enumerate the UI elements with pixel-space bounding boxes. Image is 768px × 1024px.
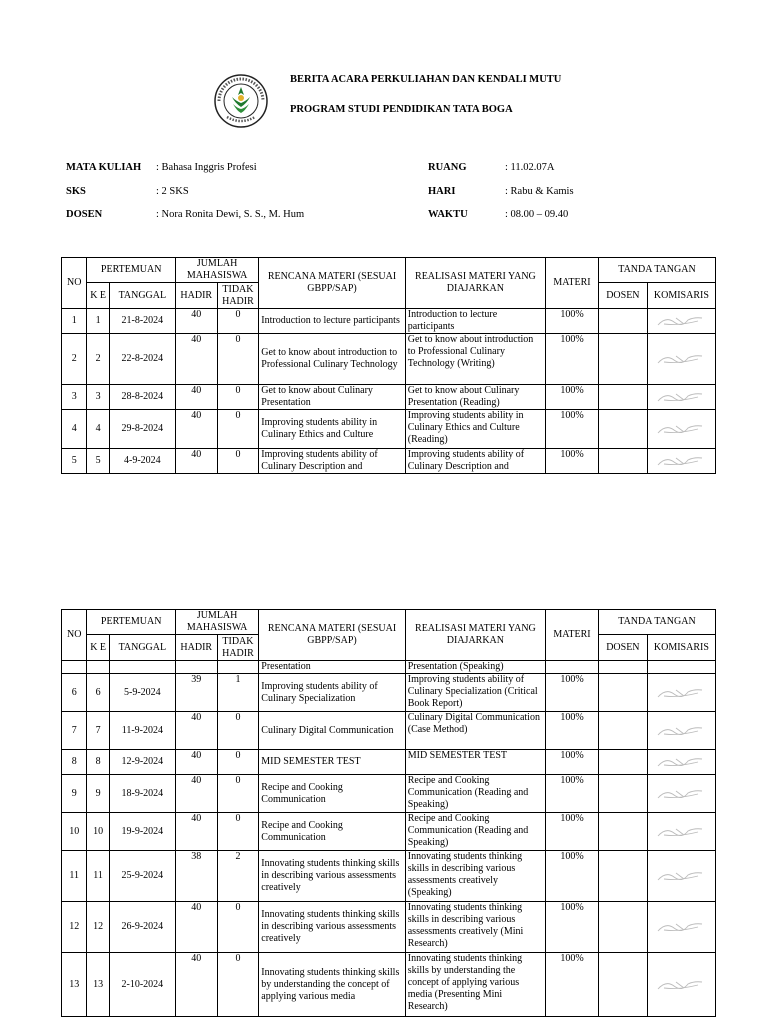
cell-ke: 9 <box>87 775 109 813</box>
signature-icon <box>654 722 708 740</box>
cell-no: 1 <box>62 309 87 334</box>
mata-kuliah-value: : Bahasa Inggris Profesi <box>156 162 257 173</box>
cell-tidak-hadir: 0 <box>217 750 259 775</box>
table-row <box>62 813 716 851</box>
cell-rencana: Improving students ability in Culinary Ethics and Culture <box>259 410 405 449</box>
cell-dosen-signature <box>598 775 647 813</box>
header-tanggal: TANGGAL <box>109 283 175 309</box>
cell-hadir: 40 <box>175 410 217 449</box>
cell-tidak-hadir: 0 <box>217 902 259 953</box>
cell-tanggal: 21-8-2024 <box>109 309 175 334</box>
signature-icon <box>654 823 708 841</box>
table-row <box>62 750 716 775</box>
cell-tanggal: 5-9-2024 <box>109 674 175 712</box>
cell-dosen-signature <box>598 813 647 851</box>
signature-icon <box>654 867 708 885</box>
cell-dosen-signature <box>598 674 647 712</box>
cell-realisasi: Improving students ability in Culinary Ethics and Culture (Reading) <box>405 410 545 449</box>
cell-realisasi: Presentation (Speaking) <box>405 661 545 674</box>
cell-hadir: 40 <box>175 385 217 410</box>
cell-no: 7 <box>62 712 87 750</box>
cell-rencana: Get to know about introduction to Professional Culinary Technology <box>259 334 405 385</box>
cell-no: 4 <box>62 410 87 449</box>
header-komisaris: KOMISARIS <box>647 283 715 309</box>
cell-rencana: Get to know about Culinary Presentation <box>259 385 405 410</box>
sks-label: SKS <box>66 186 86 197</box>
cell-realisasi: Introduction to lecture participants <box>405 309 545 334</box>
table-row <box>62 674 716 712</box>
cell-hadir: 40 <box>175 953 217 1017</box>
cell-no: 2 <box>62 334 87 385</box>
cell-ke: 7 <box>87 712 109 750</box>
header-materi: MATERI <box>546 258 599 309</box>
cell-materi: 100% <box>546 449 599 474</box>
table-row <box>62 410 716 449</box>
table-row <box>62 902 716 953</box>
header-pertemuan: PERTEMUAN <box>87 610 175 635</box>
header-tidak-hadir: TIDAK HADIR <box>217 635 259 661</box>
cell-tidak-hadir: 0 <box>217 410 259 449</box>
header-jumlah-mahasiswa: JUMLAH MAHASISWA <box>175 258 258 283</box>
cell-tidak-hadir: 0 <box>217 309 259 334</box>
table-row <box>62 953 716 1017</box>
signature-icon <box>654 312 708 330</box>
table-row <box>62 712 716 750</box>
cell-komisaris-signature <box>647 334 715 385</box>
signature-icon <box>654 976 708 994</box>
header-dosen: DOSEN <box>598 635 647 661</box>
header-tidak-hadir: TIDAK HADIR <box>217 283 259 309</box>
cell-dosen-signature <box>598 410 647 449</box>
cell-rencana: Innovating students thinking skills by understanding the concept of applying various media <box>259 953 405 1017</box>
dosen-label: DOSEN <box>66 209 103 220</box>
signature-icon <box>654 420 708 438</box>
table-row <box>62 449 716 474</box>
cell-komisaris-signature <box>647 385 715 410</box>
cell-tidak-hadir: 0 <box>217 334 259 385</box>
cell-rencana: Innovating students thinking skills in describing various assessments creatively <box>259 902 405 953</box>
signature-icon <box>654 350 708 368</box>
cell-komisaris-signature <box>647 661 715 674</box>
cell-dosen-signature <box>598 385 647 410</box>
cell-dosen-signature <box>598 750 647 775</box>
document-title: BERITA ACARA PERKULIAHAN DAN KENDALI MUTU <box>290 74 562 85</box>
cell-dosen-signature <box>598 851 647 902</box>
cell-komisaris-signature <box>647 775 715 813</box>
cell-realisasi: Recipe and Cooking Communication (Reading and Speaking) <box>405 775 545 813</box>
table-row <box>62 851 716 902</box>
header-realisasi-materi: REALISASI MATERI YANG DIAJARKAN <box>405 610 545 661</box>
cell-materi: 100% <box>546 309 599 334</box>
cell-no: 11 <box>62 851 87 902</box>
header-dosen: DOSEN <box>598 283 647 309</box>
cell-rencana: Recipe and Cooking Communication <box>259 775 405 813</box>
ruang-label: RUANG <box>428 162 467 173</box>
cell-realisasi: Improving students ability of Culinary Description and <box>405 449 545 474</box>
cell-no: 13 <box>62 953 87 1017</box>
cell-hadir: 40 <box>175 309 217 334</box>
header-rencana-materi: RENCANA MATERI (SESUAI GBPP/SAP) <box>259 610 405 661</box>
cell-no: 3 <box>62 385 87 410</box>
cell-hadir: 40 <box>175 449 217 474</box>
cell-komisaris-signature <box>647 674 715 712</box>
cell-materi: 100% <box>546 775 599 813</box>
header-no: NO <box>62 610 87 661</box>
cell-materi: 100% <box>546 410 599 449</box>
cell-hadir: 40 <box>175 775 217 813</box>
cell-dosen-signature <box>598 902 647 953</box>
cell-no: 6 <box>62 674 87 712</box>
signature-icon <box>654 388 708 406</box>
cell-no: 9 <box>62 775 87 813</box>
header-tanggal: TANGGAL <box>109 635 175 661</box>
dosen-value: : Nora Ronita Dewi, S. S., M. Hum <box>156 209 305 220</box>
cell-ke: 5 <box>87 449 109 474</box>
signature-icon <box>654 785 708 803</box>
cell-realisasi: Culinary Digital Communication (Case Method) <box>405 712 545 750</box>
signature-icon <box>654 918 708 936</box>
university-seal-icon <box>213 73 269 129</box>
cell-materi <box>546 661 599 674</box>
waktu-value: : 08.00 – 09.40 <box>505 209 569 220</box>
cell-no: 8 <box>62 750 87 775</box>
cell-hadir: 39 <box>175 674 217 712</box>
cell-hadir: 38 <box>175 851 217 902</box>
cell-rencana: Improving students ability of Culinary Specialization <box>259 674 405 712</box>
cell-ke: 4 <box>87 410 109 449</box>
cell-ke: 12 <box>87 902 109 953</box>
cell-komisaris-signature <box>647 309 715 334</box>
ruang-value: : 11.02.07A <box>505 162 555 173</box>
hari-value: : Rabu & Kamis <box>505 186 574 197</box>
table-row <box>62 775 716 813</box>
header-no: NO <box>62 258 87 309</box>
mata-kuliah-label: MATA KULIAH <box>66 162 142 173</box>
header-pertemuan: PERTEMUAN <box>87 258 175 283</box>
university-logo <box>213 73 269 129</box>
table-row <box>62 309 716 334</box>
cell-ke: 10 <box>87 813 109 851</box>
cell-tidak-hadir: 0 <box>217 813 259 851</box>
cell-realisasi: Get to know about introduction to Professional Culinary Technology (Writing) <box>405 334 545 385</box>
cell-hadir: 40 <box>175 334 217 385</box>
cell-materi: 100% <box>546 674 599 712</box>
cell-tidak-hadir <box>217 661 259 674</box>
cell-tanggal: 26-9-2024 <box>109 902 175 953</box>
cell-tanggal: 28-8-2024 <box>109 385 175 410</box>
cell-materi: 100% <box>546 953 599 1017</box>
cell-ke: 6 <box>87 674 109 712</box>
cell-materi: 100% <box>546 851 599 902</box>
attendance-table-2 <box>61 609 716 1017</box>
cell-materi: 100% <box>546 385 599 410</box>
cell-tanggal: 19-9-2024 <box>109 813 175 851</box>
header-jumlah-mahasiswa: JUMLAH MAHASISWA <box>175 610 258 635</box>
cell-tanggal: 4-9-2024 <box>109 449 175 474</box>
cell-ke <box>87 661 109 674</box>
cell-komisaris-signature <box>647 902 715 953</box>
cell-komisaris-signature <box>647 813 715 851</box>
cell-dosen-signature <box>598 953 647 1017</box>
cell-ke: 13 <box>87 953 109 1017</box>
cell-dosen-signature <box>598 309 647 334</box>
cell-materi: 100% <box>546 712 599 750</box>
cell-komisaris-signature <box>647 953 715 1017</box>
cell-rencana: Recipe and Cooking Communication <box>259 813 405 851</box>
cell-rencana: MID SEMESTER TEST <box>259 750 405 775</box>
cell-realisasi: Improving students ability of Culinary Specialization (Critical Book Report) <box>405 674 545 712</box>
cell-tanggal: 12-9-2024 <box>109 750 175 775</box>
header-komisaris: KOMISARIS <box>647 635 715 661</box>
cell-realisasi: MID SEMESTER TEST <box>405 750 545 775</box>
cell-rencana: Improving students ability of Culinary Description and <box>259 449 405 474</box>
program-title: PROGRAM STUDI PENDIDIKAN TATA BOGA <box>290 104 513 115</box>
cell-hadir: 40 <box>175 813 217 851</box>
header-materi: MATERI <box>546 610 599 661</box>
cell-tanggal: 22-8-2024 <box>109 334 175 385</box>
cell-komisaris-signature <box>647 851 715 902</box>
signature-icon <box>654 684 708 702</box>
cell-ke: 2 <box>87 334 109 385</box>
cell-tidak-hadir: 0 <box>217 385 259 410</box>
cell-tidak-hadir: 2 <box>217 851 259 902</box>
cell-no: 10 <box>62 813 87 851</box>
cell-dosen-signature <box>598 449 647 474</box>
cell-dosen-signature <box>598 334 647 385</box>
header-tanda-tangan: TANDA TANGAN <box>598 258 715 283</box>
header-ke: K E <box>87 635 109 661</box>
header-rencana-materi: RENCANA MATERI (SESUAI GBPP/SAP) <box>259 258 405 309</box>
cell-realisasi: Innovating students thinking skills by understanding the concept of applying various media (Presenting Mini Research) <box>405 953 545 1017</box>
hari-label: HARI <box>428 186 456 197</box>
cell-tanggal: 29-8-2024 <box>109 410 175 449</box>
cell-tanggal <box>109 661 175 674</box>
header-realisasi-materi: REALISASI MATERI YANG DIAJARKAN <box>405 258 545 309</box>
cell-komisaris-signature <box>647 449 715 474</box>
cell-tidak-hadir: 0 <box>217 449 259 474</box>
cell-rencana: Presentation <box>259 661 405 674</box>
signature-icon <box>654 753 708 771</box>
cell-dosen-signature <box>598 661 647 674</box>
table-row <box>62 334 716 385</box>
cell-ke: 11 <box>87 851 109 902</box>
continuation-row <box>62 661 716 674</box>
cell-tanggal: 18-9-2024 <box>109 775 175 813</box>
waktu-label: WAKTU <box>428 209 468 220</box>
cell-materi: 100% <box>546 334 599 385</box>
cell-rencana: Introduction to lecture participants <box>259 309 405 334</box>
table-row <box>62 385 716 410</box>
cell-tanggal: 11-9-2024 <box>109 712 175 750</box>
cell-ke: 1 <box>87 309 109 334</box>
cell-tidak-hadir: 1 <box>217 674 259 712</box>
cell-materi: 100% <box>546 813 599 851</box>
cell-dosen-signature <box>598 712 647 750</box>
cell-no: 5 <box>62 449 87 474</box>
cell-hadir: 40 <box>175 902 217 953</box>
cell-komisaris-signature <box>647 410 715 449</box>
signature-icon <box>654 452 708 470</box>
cell-hadir <box>175 661 217 674</box>
header-hadir: HADIR <box>175 283 217 309</box>
cell-realisasi: Recipe and Cooking Communication (Reading and Speaking) <box>405 813 545 851</box>
cell-ke: 3 <box>87 385 109 410</box>
header-tanda-tangan: TANDA TANGAN <box>598 610 715 635</box>
cell-tidak-hadir: 0 <box>217 775 259 813</box>
attendance-table-1 <box>61 257 716 474</box>
cell-no: 12 <box>62 902 87 953</box>
cell-realisasi: Innovating students thinking skills in describing various assessments creatively (Speaking) <box>405 851 545 902</box>
cell-tidak-hadir: 0 <box>217 712 259 750</box>
cell-tanggal: 2-10-2024 <box>109 953 175 1017</box>
cell-no <box>62 661 87 674</box>
cell-tanggal: 25-9-2024 <box>109 851 175 902</box>
cell-realisasi: Innovating students thinking skills in describing various assessments creatively (Mini Research) <box>405 902 545 953</box>
header-ke: K E <box>87 283 109 309</box>
cell-materi: 100% <box>546 750 599 775</box>
header-hadir: HADIR <box>175 635 217 661</box>
cell-rencana: Innovating students thinking skills in describing various assessments creatively <box>259 851 405 902</box>
cell-komisaris-signature <box>647 750 715 775</box>
cell-tidak-hadir: 0 <box>217 953 259 1017</box>
cell-realisasi: Get to know about Culinary Presentation (Reading) <box>405 385 545 410</box>
cell-rencana: Culinary Digital Communication <box>259 712 405 750</box>
cell-komisaris-signature <box>647 712 715 750</box>
cell-materi: 100% <box>546 902 599 953</box>
cell-hadir: 40 <box>175 712 217 750</box>
cell-hadir: 40 <box>175 750 217 775</box>
cell-ke: 8 <box>87 750 109 775</box>
sks-value: : 2 SKS <box>156 186 189 197</box>
